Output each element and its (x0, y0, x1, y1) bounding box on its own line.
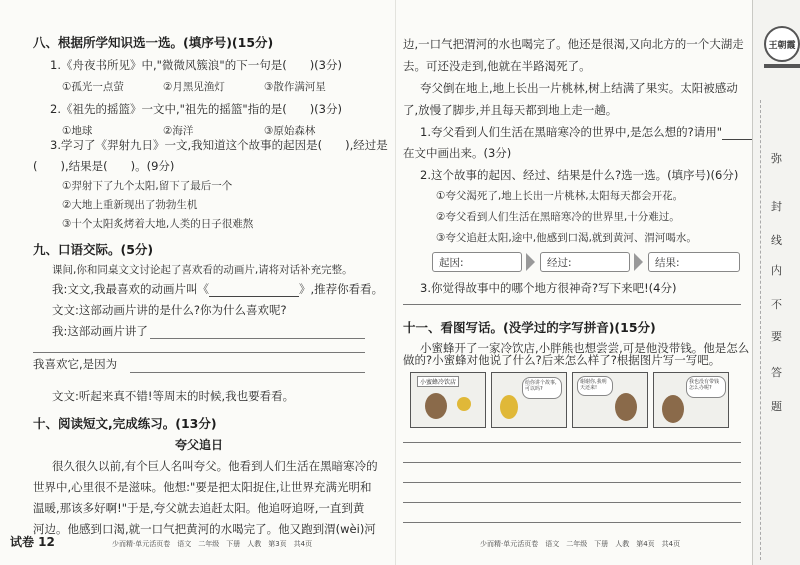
process-label: 经过: (547, 257, 572, 269)
picture-panel-4 (653, 372, 729, 428)
story-line-3: 温暖,那该多好啊!"于是,夸父就去追赶太阳。他追呀追呀,一直到黄 (33, 501, 365, 515)
speech-bubble: 我也没有带钱怎么办呢? (686, 376, 726, 398)
section-10-title: 十、阅读短文,完成练习。(13分) (33, 416, 217, 431)
page-tag: 试卷 12 (10, 535, 55, 549)
s9-me-line-1 (52, 281, 383, 297)
q1-line-b: 在文中画出来。(3分) (403, 146, 512, 160)
s8-question-3a: 3.学习了《羿射九日》一文,我知道这个故事的起因是( ),经过是 (50, 138, 388, 152)
story-cont-line-4: 了,放慢了脚步,并且每天都到地上走一趟。 (403, 103, 618, 117)
s9-me-1-text: 我:文文,我最喜欢的动画片叫《 (52, 282, 210, 296)
picture-panel-2 (491, 372, 567, 428)
q2-text: 2.这个故事的起因、经过、结果是什么?选一选。(填序号)(6分) (420, 168, 739, 182)
q2-option-2: ②夸父看到人们生活在黑暗寒冷的世界里,十分难过。 (436, 211, 680, 223)
s8-q2-option-3: ③原始森林 (264, 125, 316, 137)
s9-me-1-tail: 》,推荐你看看。 (299, 282, 384, 296)
seal-char: 题 (771, 400, 782, 413)
s9-intro: 课间,你和同桌文文讨论起了喜欢看的动画片,请将对话补充完整。 (52, 264, 353, 276)
picture-panel-1 (410, 372, 486, 428)
s8-q3-option-1: ①羿射下了九个太阳,留下了最后一个 (62, 180, 233, 192)
seal-char: 内 (771, 264, 782, 277)
s8-question-3b: ( ),结果是( )。(9分) (33, 159, 175, 173)
q2-option-1: ①夸父渴死了,地上长出一片桃林,太阳每天都会开花。 (436, 190, 684, 202)
q3-text: 3.你觉得故事中的哪个地方很神奇?写下来吧!(4分) (420, 281, 677, 295)
logo-bar (764, 64, 800, 68)
process-box[interactable] (540, 252, 630, 272)
answer-line[interactable] (150, 338, 365, 339)
s8-q3-option-2: ②大地上重新现出了勃勃生机 (62, 199, 198, 211)
writing-line[interactable] (403, 502, 741, 503)
answer-line[interactable] (33, 352, 365, 353)
story-title: 夸父追日 (175, 438, 224, 452)
bee-figure-icon (500, 395, 518, 419)
story-line-2: 世界中,心里很不是滋味。他想:"要是把太阳捉住,让世界充满光明和 (33, 480, 372, 494)
s8-q2-option-1: ①地球 (62, 125, 93, 137)
speech-bubble: 给你讲个故事,可以吗? (522, 377, 562, 399)
bear-figure-icon (615, 393, 637, 421)
q1-text: 1.夸父看到人们生活在黑暗寒冷的世界中,是怎么想的?请用" (420, 125, 723, 139)
cause-label: 起因: (439, 257, 464, 269)
underline-sample (722, 125, 752, 140)
story-line-4: 河边。他感到口渴,就一口气把黄河的水喝完了。他又跑到渭(wèi)河 (33, 522, 376, 536)
right-footer: 少而精·单元活页卷 语文 二年级 下册 人教 第4页 共4页 (480, 540, 681, 548)
writing-line[interactable] (403, 462, 741, 463)
s8-q3-option-3: ③十个太阳炙烤着大地,人类的日子很难熬 (62, 218, 254, 230)
writing-line[interactable] (403, 522, 741, 523)
q1-line-a (420, 124, 757, 140)
bear-figure-icon (425, 393, 447, 419)
speech-bubble: 谢谢你,我明天还来! (577, 376, 613, 396)
s8-q2-option-2: ②海洋 (163, 125, 194, 137)
seal-char: 封 (771, 200, 782, 213)
left-footer: 少而精·单元活页卷 语文 二年级 下册 人教 第3页 共4页 (112, 540, 313, 548)
s8-q1-option-3: ③散作满河星 (264, 81, 326, 93)
seal-char: 答 (771, 366, 782, 379)
s9-me-line-2: 我:这部动画片讲了 (52, 324, 148, 338)
seal-char: 线 (771, 234, 782, 247)
seal-char: 弥 (771, 152, 782, 165)
seal-char: 不 (771, 298, 782, 311)
story-cont-line-3: 夸父倒在地上,地上长出一片桃林,树上结满了果实。太阳被感动 (420, 81, 738, 95)
shop-sign: 小蜜蜂冷饮店 (417, 376, 459, 387)
brand-logo: 王朝霞 (764, 26, 800, 62)
arrow-right-icon (526, 253, 535, 271)
writing-line[interactable] (403, 482, 741, 483)
s9-me-line-3: 我喜欢它,是因为 (33, 357, 118, 371)
s8-question-1: 1.《舟夜书所见》中,"微微风簇浪"的下一句是( )(3分) (50, 58, 342, 72)
answer-line[interactable] (403, 304, 741, 305)
arrow-right-icon (634, 253, 643, 271)
bee-figure-icon (457, 397, 471, 411)
s9-wenwen-line-2: 文文:听起来真不错!等周末的时候,我也要看看。 (52, 389, 295, 403)
seal-dashed-line (760, 100, 761, 560)
s8-q1-option-2: ②月黑见渔灯 (163, 81, 225, 93)
picture-panel-3 (572, 372, 648, 428)
section-8-title: 八、根据所学知识选一选。(填序号)(15分) (33, 35, 274, 50)
story-cont-line-1: 边,一口气把渭河的水也喝完了。他还是很渴,又向北方的一个大湖走 (403, 37, 744, 51)
answer-line[interactable] (130, 372, 365, 373)
story-line-1: 很久很久以前,有个巨人名叫夸父。他看到人们生活在黑暗寒冷的 (52, 459, 378, 473)
s8-q1-option-1: ①孤光一点萤 (62, 81, 124, 93)
section-9-title: 九、口语交际。(5分) (33, 242, 154, 257)
bear-figure-icon (662, 395, 684, 423)
story-cont-line-2: 去。可还没走到,他就在半路渴死了。 (403, 59, 591, 73)
s9-wenwen-line-1: 文文:这部动画片讲的是什么?你为什么喜欢呢? (52, 303, 287, 317)
s11-para-1: 小蜜蜂开了一家冷饮店,小胖熊也想尝尝,可是他没带钱。他是怎么 (420, 341, 750, 355)
q2-option-3: ③夸父追赶太阳,途中,他感到口渴,就到黄河、渭河喝水。 (436, 232, 697, 244)
section-11-title: 十一、看图写话。(没学过的字写拼音)(15分) (403, 320, 656, 335)
s8-question-2: 2.《祖先的摇篮》一文中,"祖先的摇篮"指的是( )(3分) (50, 102, 342, 116)
cartoon-name-blank[interactable] (209, 282, 299, 297)
cause-box[interactable] (432, 252, 522, 272)
s11-para-2: 做的?小蜜蜂对他说了什么?后来怎么样了?根据图片写一写吧。 (403, 353, 721, 367)
result-box[interactable] (648, 252, 740, 272)
result-label: 结果: (655, 257, 680, 269)
seal-char: 要 (771, 330, 782, 343)
writing-line[interactable] (403, 442, 741, 443)
page-fold (395, 0, 396, 565)
